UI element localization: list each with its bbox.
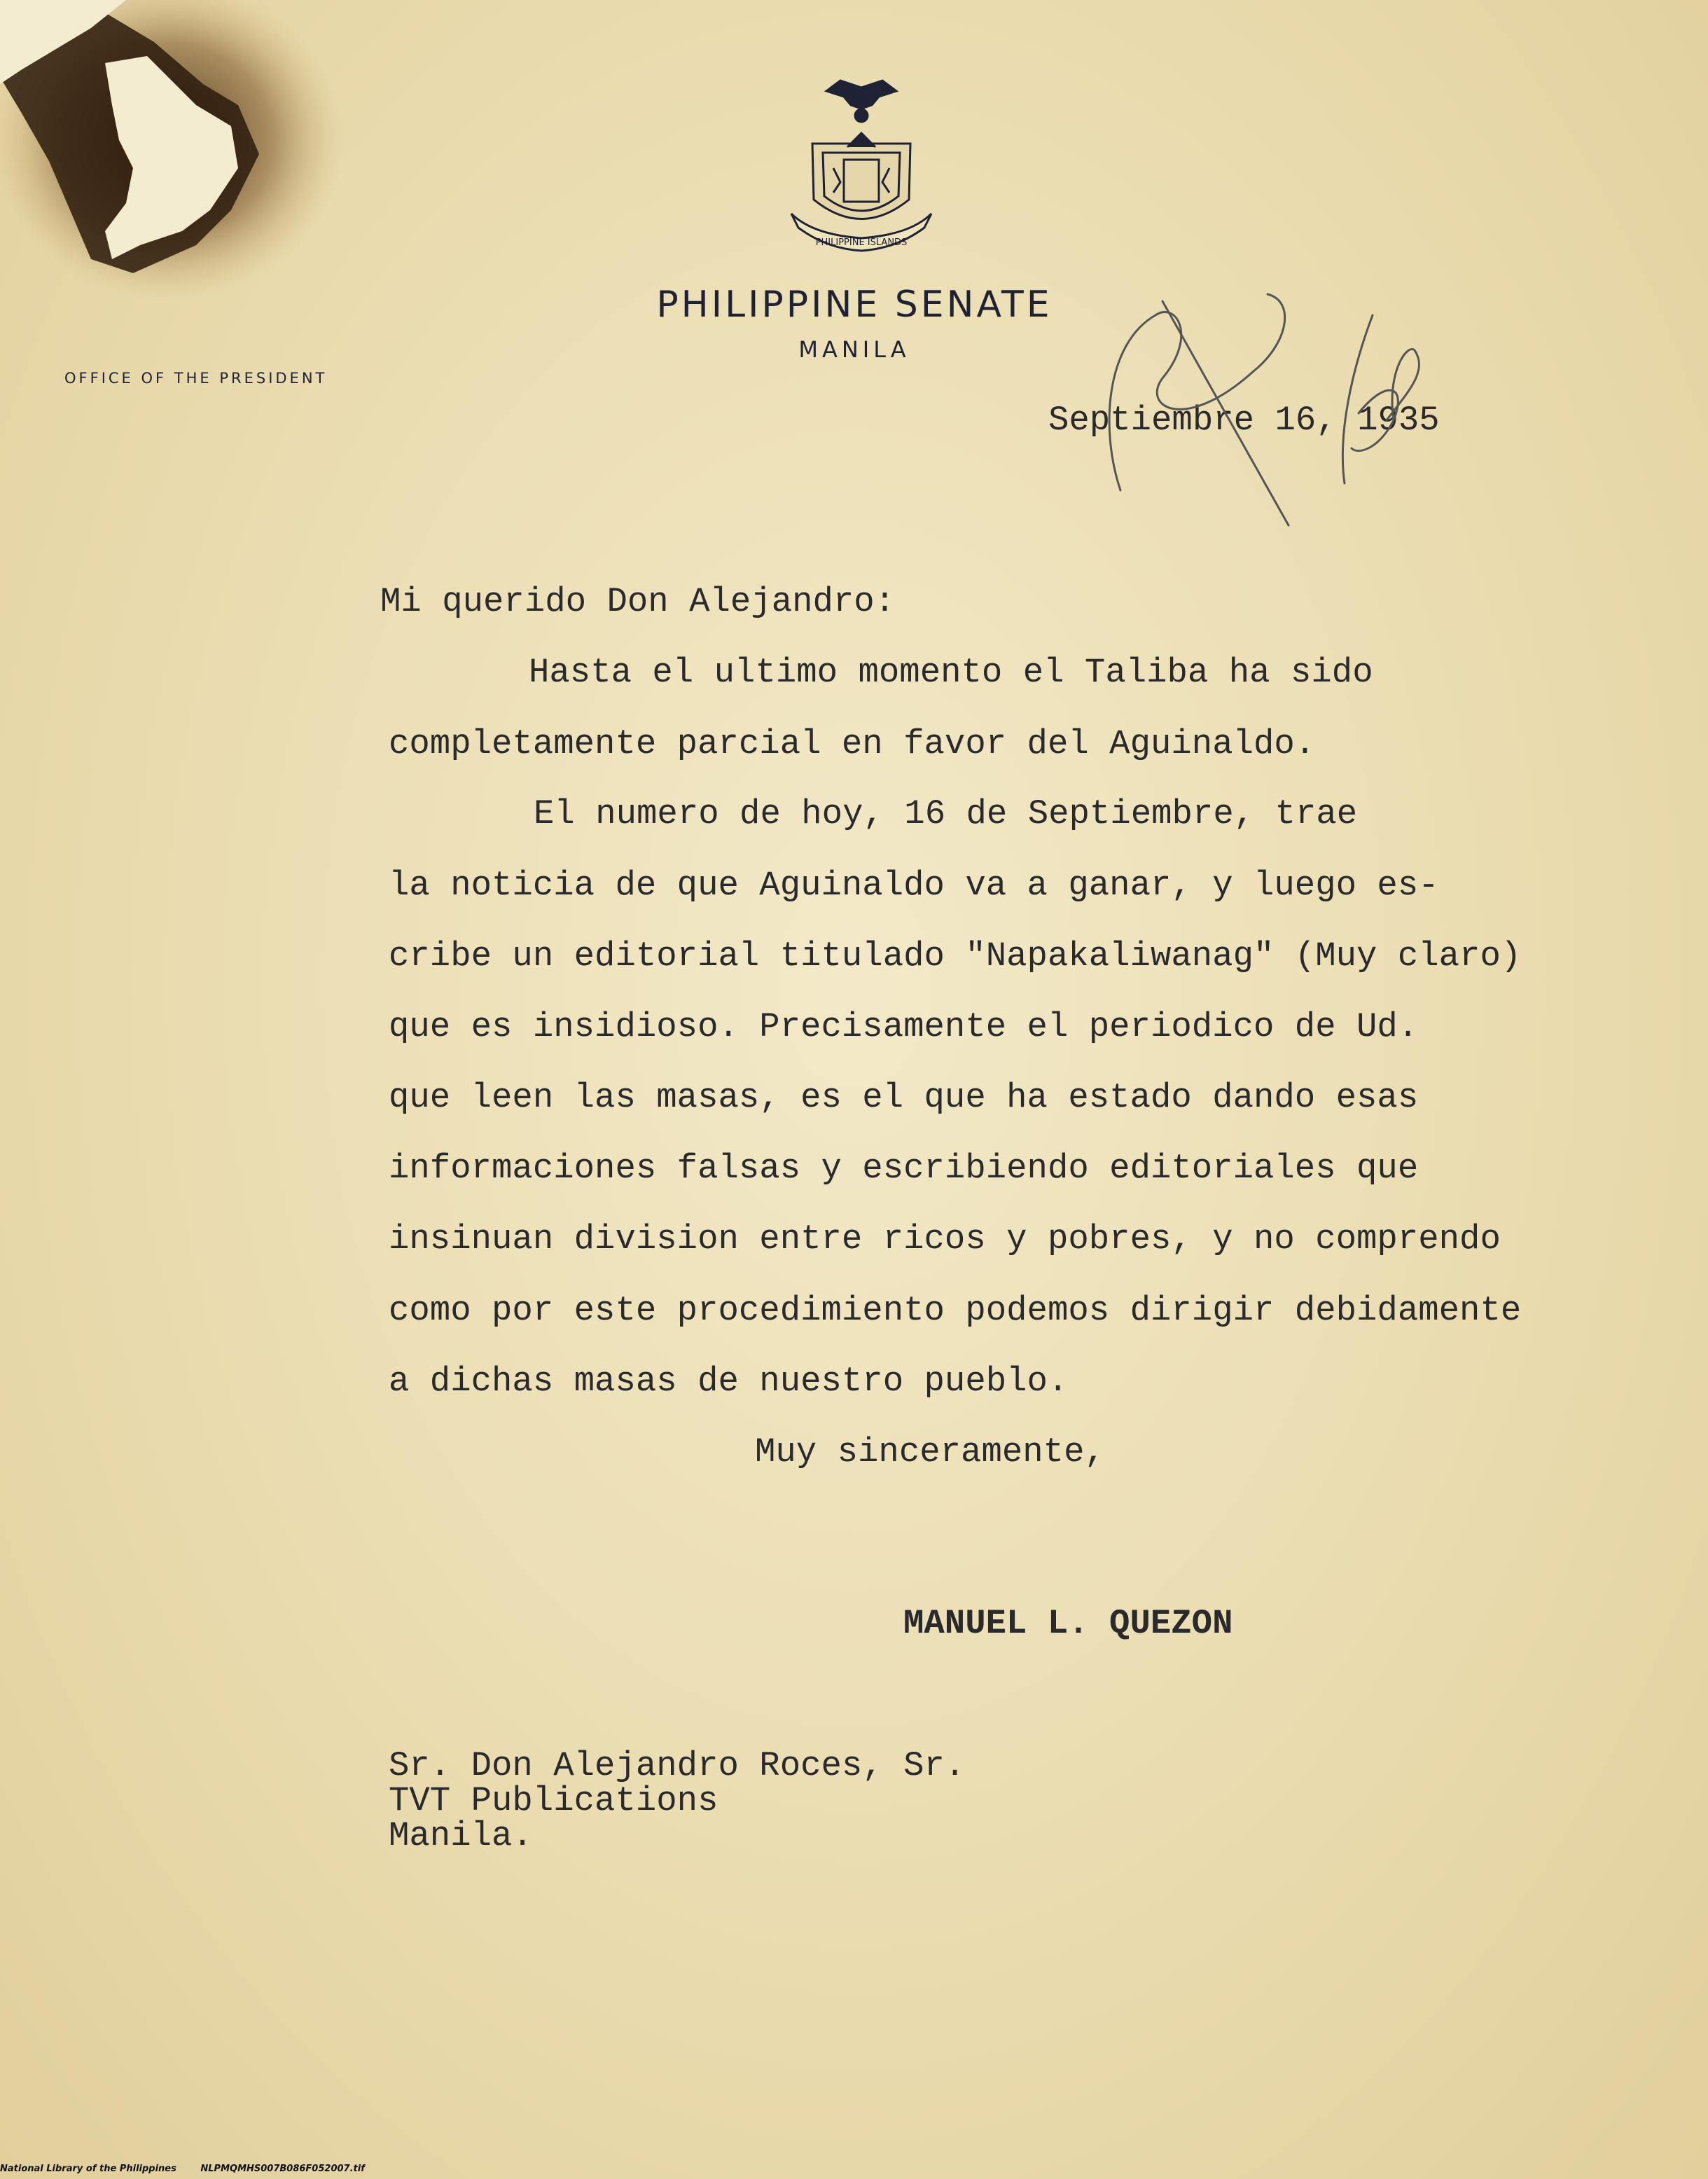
body-line: a dichas masas de nuestro pueblo. (389, 1362, 1069, 1401)
pencil-annotation-icon (1078, 273, 1443, 553)
archive-name: National Library of the Philippines (0, 2164, 176, 2174)
body-line: informaciones falsas y escribiendo editoriales que (389, 1149, 1419, 1188)
letter-date: Septiembre 16, 1935 (1048, 401, 1440, 440)
body-line: que leen las masas, es el que ha estado dando esas (389, 1078, 1419, 1117)
signature: MANUEL L. QUEZON (903, 1604, 1233, 1643)
office-label: OFFICE OF THE PRESIDENT (64, 370, 328, 387)
body-line: Hasta el ultimo momento el Taliba ha sido (529, 653, 1373, 692)
body-line: El numero de hoy, 16 de Septiembre, trae (534, 794, 1358, 833)
address-line: Manila. (389, 1816, 533, 1855)
address-line: TVT Publications (389, 1781, 718, 1820)
body-line: insinuan division entre ricos y pobres, y no comprendo (389, 1219, 1501, 1259)
file-id: NLPMQMHS007B086F052007.tif (200, 2164, 365, 2174)
address-line: Sr. Don Alejandro Roces, Sr. (389, 1746, 966, 1785)
salutation: Mi querido Don Alejandro: (380, 582, 896, 621)
letterhead-city: MANILA (798, 336, 910, 363)
letterhead-title: PHILIPPINE SENATE (656, 284, 1053, 326)
body-line: cribe un editorial titulado "Napakaliwanag" (Muy claro) (389, 936, 1522, 976)
body-line: como por este procedimiento podemos dirigir debidamente (389, 1291, 1522, 1330)
body-line: la noticia de que Aguinaldo va a ganar, y luego es- (389, 866, 1439, 905)
closing: Muy sinceramente, (755, 1432, 1105, 1472)
body-line: que es insidioso. Precisamente el periodico de Ud. (389, 1007, 1419, 1046)
seal-text: PHILIPPINE ISLANDS (815, 237, 908, 248)
body-line: completamente parcial en favor del Aguinaldo. (389, 724, 1316, 763)
archive-footer (0, 2164, 386, 2174)
burn-hole-icon (0, 0, 392, 301)
senate-seal-icon (784, 77, 938, 259)
